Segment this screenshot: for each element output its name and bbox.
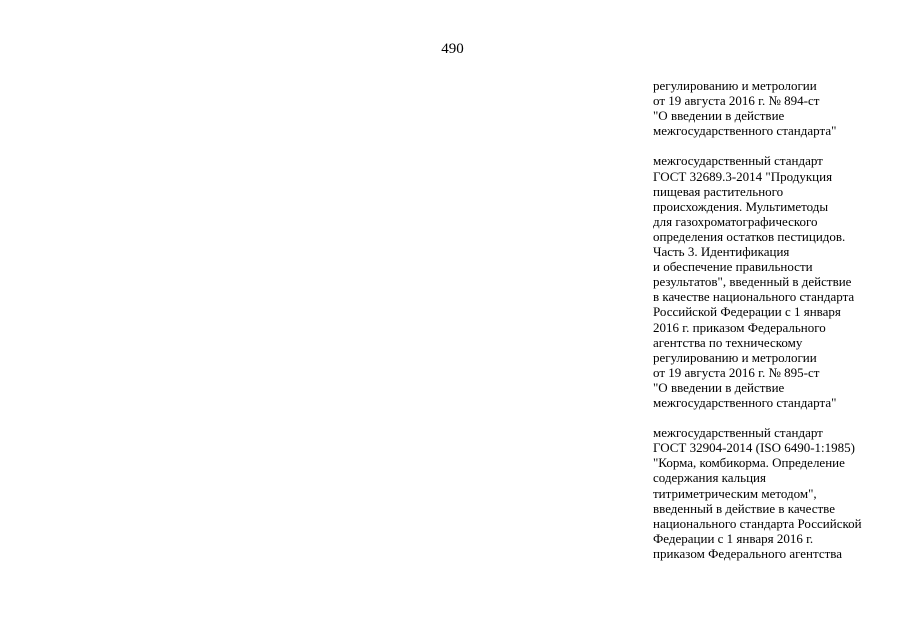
text-line: ГОСТ 32689.3-2014 "Продукция (653, 168, 833, 184)
text-line: межгосударственного стандарта" (653, 394, 837, 410)
text-line: "О введении в действие (653, 379, 785, 395)
paragraph-gost-32904 (653, 425, 898, 561)
text-line: в качестве национального стандарта (653, 289, 855, 305)
text-line: результатов", введенный в действие (653, 274, 852, 290)
text-line: пищевая растительного (653, 183, 784, 199)
text-line: Федерации с 1 января 2016 г. (653, 530, 814, 546)
text-line: регулированию и метрологии (653, 78, 817, 93)
text-line: для газохроматографического (653, 213, 818, 229)
text-line: Российской Федерации с 1 января (653, 304, 841, 320)
text-line: определения остатков пестицидов. (653, 228, 846, 244)
text-line: межгосударственный стандарт (653, 425, 823, 441)
text-line: агентства по техническому (653, 334, 803, 350)
text-line: от 19 августа 2016 г. № 894-ст (653, 93, 820, 109)
text-line: "О введении в действие (653, 108, 785, 124)
text-line: происхождения. Мультиметоды (653, 198, 829, 214)
text-line: ГОСТ 32904-2014 (ISO 6490-1:1985) (653, 440, 855, 456)
text-line: межгосударственного стандарта" (653, 123, 837, 139)
paragraph-gost-32689-3 (653, 153, 898, 410)
text-line: и обеспечение правильности (653, 259, 813, 275)
text-line: 2016 г. приказом Федерального (653, 319, 826, 335)
text-line: национального стандарта Российской (653, 515, 862, 531)
text-line: регулированию и метрологии (653, 349, 817, 365)
text-line: от 19 августа 2016 г. № 895-ст (653, 364, 820, 380)
page-number: 490 (441, 41, 464, 57)
text-line: Часть 3. Идентификация (653, 244, 790, 260)
paragraph-order-894 (653, 78, 898, 138)
text-column (653, 78, 898, 561)
text-line: титриметрическим методом", (653, 485, 817, 501)
text-line: приказом Федерального агентства (653, 545, 843, 561)
text-line: введенный в действие в качестве (653, 500, 836, 516)
text-line: межгосударственный стандарт (653, 153, 823, 169)
text-line: содержания кальция (653, 470, 766, 486)
text-line: "Корма, комбикорма. Определение (653, 455, 845, 471)
